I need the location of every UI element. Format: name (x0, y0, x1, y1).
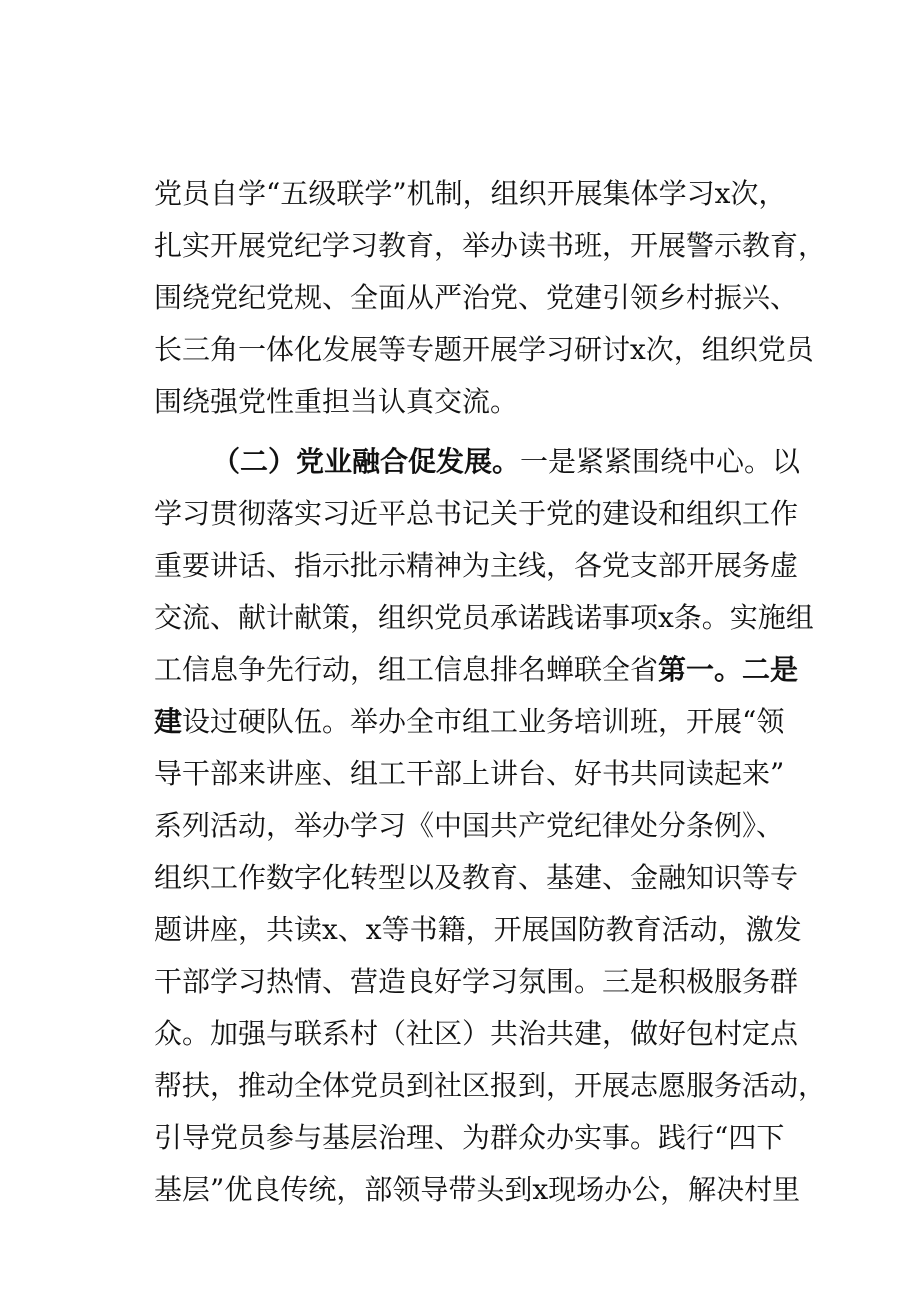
section-heading: （二）党业融合促发展。 (212, 445, 521, 478)
paragraph-2-line-5-bold: 第一。二是 (658, 653, 799, 686)
paragraph-1-line-4: 长三角一体化发展等专题开展学习研讨x次，组织党员 (154, 333, 814, 366)
paragraph-2-line-2: 学习贯彻落实习近平总书记关于党的建设和组织工作 (154, 497, 799, 530)
paragraph-2-line-10: 题讲座，共读x、x等书籍，开展国防教育活动，激发 (154, 913, 802, 946)
paragraph-2-line-1-text: 一是紧紧围绕中心。以 (520, 445, 801, 478)
paragraph-2-line-6-bold: 建 (154, 705, 183, 738)
paragraph-2-line-5-text: 工信息争先行动，组工信息排名蝉联全省 (154, 653, 659, 686)
paragraph-1-line-3: 围绕党纪党规、全面从严治党、党建引领乡村振兴、 (154, 281, 799, 314)
paragraph-2-line-4: 交流、献计献策，组织党员承诺践诺事项x条。实施组 (154, 601, 814, 634)
document-page (154, 168, 827, 1216)
paragraph-2-line-11: 干部学习热情、营造良好学习氛围。三是积极服务群 (154, 965, 799, 998)
paragraph-1-line-5: 围绕强党性重担当认真交流。 (154, 385, 519, 418)
paragraph-2-line-8: 系列活动，举办学习《中国共产党纪律处分条例》、 (154, 809, 785, 842)
paragraph-2-line-6 (154, 696, 785, 748)
paragraph-2-line-13: 帮扶，推动全体党员到社区报到，开展志愿服务活动， (154, 1069, 827, 1102)
paragraph-2-line-15: 基层”优良传统，部领导带头到x现场办公，解决村里 (154, 1173, 801, 1206)
paragraph-1-line-2: 扎实开展党纪学习教育，举办读书班，开展警示教育， (154, 229, 827, 262)
paragraph-1-line-1: 党员自学“五级联学”机制，组织开展集体学习x次， (154, 177, 787, 210)
paragraph-2-line-12: 众。加强与联系村（社区）共治共建，做好包村定点 (154, 1017, 799, 1050)
paragraph-2-line-5 (154, 644, 799, 696)
paragraph-2-line-9: 组织工作数字化转型以及教育、基建、金融知识等专 (154, 861, 799, 894)
paragraph-2-line-1 (154, 436, 801, 488)
paragraph-2-line-7: 导干部来讲座、组工干部上讲台、好书共同读起来” (154, 757, 785, 790)
paragraph-2-line-3: 重要讲话、指示批示精神为主线，各党支部开展务虚 (154, 549, 799, 582)
paragraph-2-line-14: 引导党员参与基层治理、为群众办实事。践行“四下 (154, 1121, 785, 1154)
paragraph-2-line-6-text: 设过硬队伍。举办全市组工业务培训班，开展“领 (182, 705, 785, 738)
